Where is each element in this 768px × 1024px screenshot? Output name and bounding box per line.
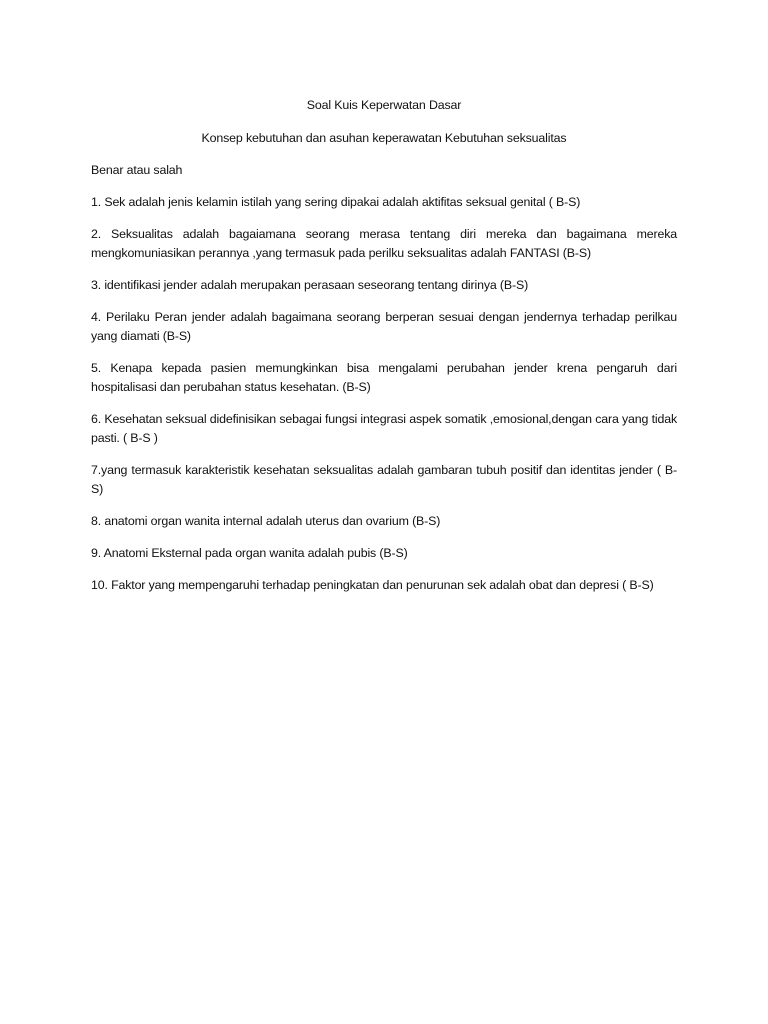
document-body: [91, 96, 677, 608]
question-10: 10. Faktor yang mempengaruhi terhadap peningkatan dan penurunan sek adalah obat dan depresi ( B-S): [91, 578, 654, 592]
document-subtitle: Konsep kebutuhan dan asuhan keperawatan Kebutuhan seksualitas: [201, 131, 567, 145]
question-8: 8. anatomi organ wanita internal adalah uterus dan ovarium (B-S): [91, 514, 441, 528]
question-3: 3. identifikasi jender adalah merupakan perasaan seseorang tentang dirinya (B-S): [91, 278, 529, 292]
question-6: 6. Kesehatan seksual didefinisikan sebagai fungsi integrasi aspek somatik ,emosional,dengan cara yang tidak pasti. ( B-S ): [91, 412, 677, 445]
document-title: Soal Kuis Keperwatan Dasar: [306, 98, 462, 112]
instruction-text: Benar atau salah: [91, 163, 183, 177]
question-2: 2. Seksualitas adalah bagaiamana seorang merasa tentang diri mereka dan bagaimana mereka mengkomuniasikan perannya ,yang termasuk pada perilku seksualitas adalah FANTASI (B-S): [91, 227, 677, 260]
question-9: 9. Anatomi Eksternal pada organ wanita adalah pubis (B-S): [91, 546, 408, 560]
question-7: 7.yang termasuk karakteristik kesehatan seksualitas adalah gambaran tubuh positif dan identitas jender ( B-S): [91, 463, 677, 496]
question-4: 4. Perilaku Peran jender adalah bagaimana seorang berperan sesuai dengan jendernya terhadap perilkau yang diamati (B-S): [91, 310, 677, 343]
question-1: 1. Sek adalah jenis kelamin istilah yang sering dipakai adalah aktifitas seksual genital ( B-S): [91, 195, 581, 209]
question-5: 5. Kenapa kepada pasien memungkinkan bisa mengalami perubahan jender krena pengaruh dari hospitalisasi dan perubahan status kesehatan. (B-S): [91, 361, 677, 394]
